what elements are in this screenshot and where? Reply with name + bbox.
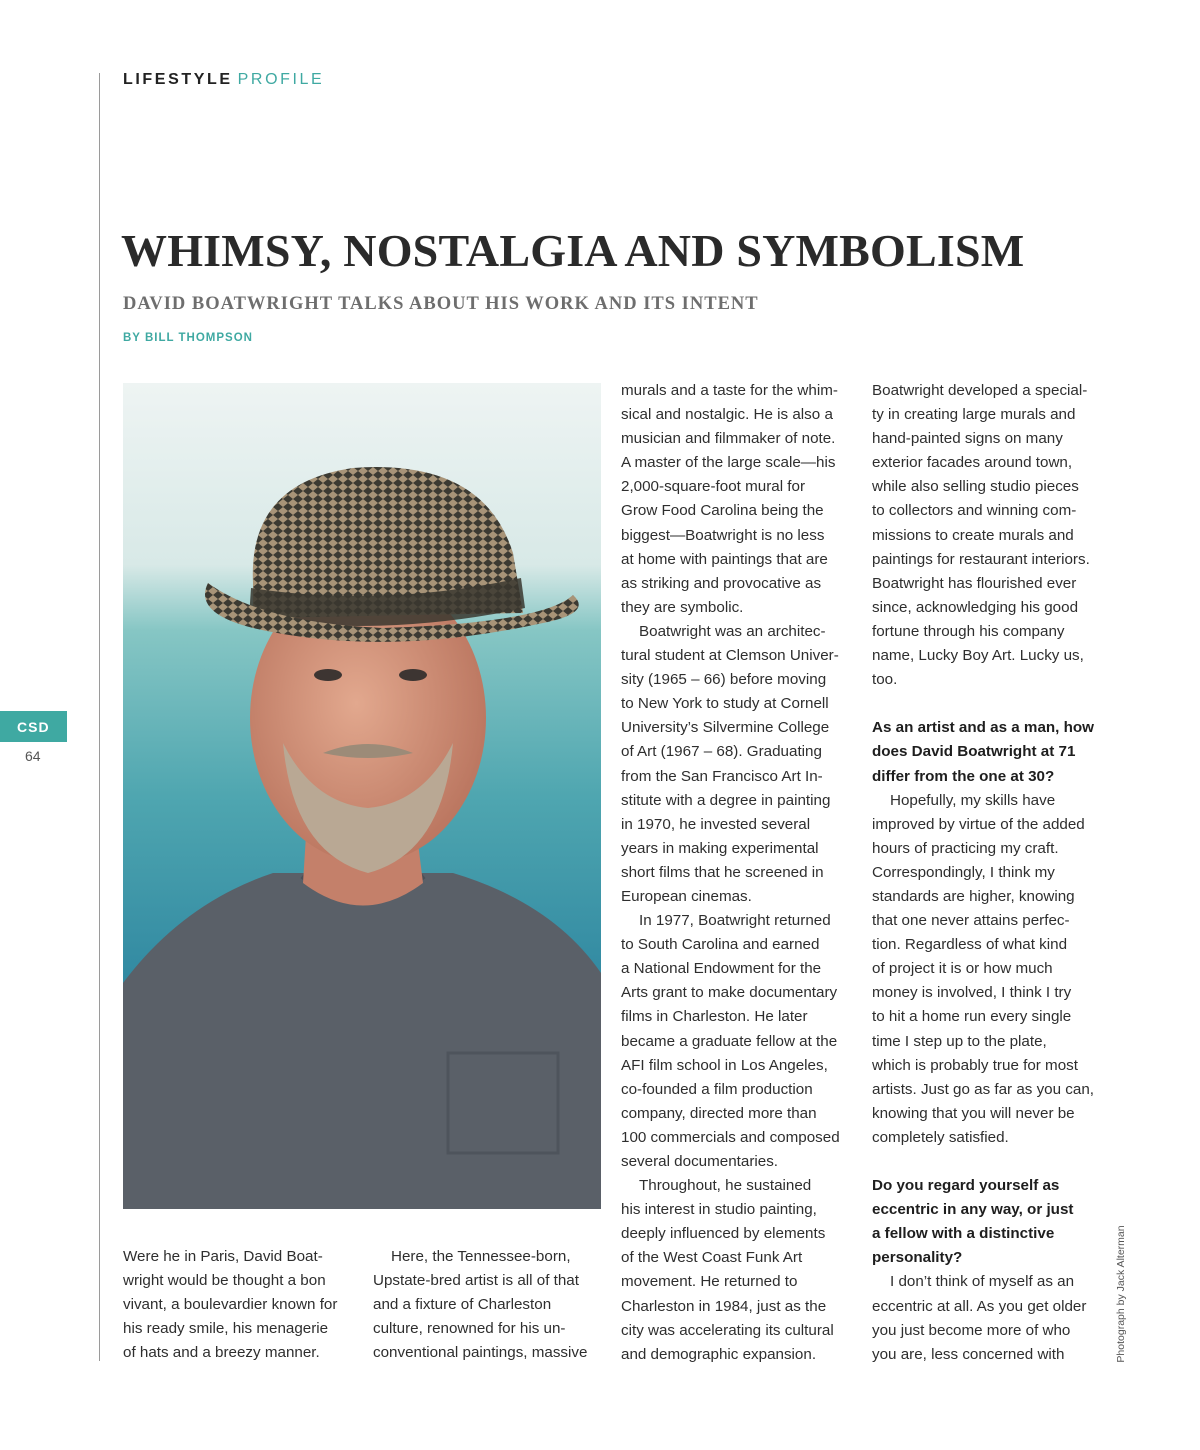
- text-line: several documentaries.: [621, 1153, 779, 1170]
- text-line: sity (1965 – 66) before moving: [621, 671, 827, 689]
- text-line: sical and nostalgic. He is also a: [621, 406, 833, 424]
- text-line: vivant, a boulevardier known for: [123, 1296, 338, 1314]
- text-line: Do you regard yourself as: [872, 1177, 1060, 1195]
- column-1: [123, 1245, 355, 1365]
- text-line: his ready smile, his menagerie: [123, 1320, 329, 1338]
- photo-right-eye: [399, 669, 427, 681]
- text-line: Boatwright was an architec-: [639, 622, 826, 640]
- column-3-paragraph-3: [621, 909, 853, 1174]
- text-line: company, directed more than: [621, 1104, 817, 1122]
- text-line: differ from the one at 30?: [872, 767, 1055, 785]
- text-line: improved by virtue of the added: [872, 815, 1085, 833]
- text-line: University’s Silvermine College: [621, 719, 830, 737]
- text-line: of Art (1967 – 68). Graduating: [621, 743, 822, 761]
- section-label-bold: LIFESTYLE: [123, 71, 233, 88]
- text-line: As an artist and as a man, how: [872, 719, 1094, 737]
- text-line: conventional paintings, massive: [373, 1344, 588, 1362]
- text-line: since, acknowledging his good: [872, 598, 1079, 616]
- text-line: time I step up to the plate,: [872, 1032, 1047, 1050]
- text-line: European cinemas.: [621, 887, 752, 905]
- text-line: stitute with a degree in painting: [621, 791, 831, 809]
- text-line: while also selling studio pieces: [872, 478, 1079, 496]
- text-line: I don’t think of myself as an: [890, 1273, 1075, 1291]
- text-line: short films that he screened in: [621, 863, 824, 881]
- text-line: Boatwright has flourished ever: [872, 574, 1077, 592]
- article-byline: BY BILL THOMPSON: [123, 332, 253, 344]
- text-line: eccentric at all. As you get older: [872, 1297, 1087, 1315]
- text-line: became a graduate fellow at the: [621, 1032, 838, 1050]
- text-line: Arts grant to make documentary: [621, 984, 838, 1002]
- text-line: films in Charleston. He later: [621, 1008, 808, 1026]
- column-4-paragraph-1: [872, 379, 1104, 692]
- text-line: standards are higher, knowing: [872, 887, 1075, 905]
- text-line: they are symbolic.: [621, 598, 744, 616]
- text-line: years in making experimental: [621, 839, 819, 857]
- text-line: 2,000-square-foot mural for: [621, 478, 806, 496]
- text-line: his interest in studio painting,: [621, 1201, 817, 1219]
- text-line: Grow Food Carolina being the: [621, 502, 824, 520]
- text-line: Correspondingly, I think my: [872, 863, 1055, 881]
- text-line: movement. He returned to: [621, 1273, 798, 1291]
- photo-credit: Photograph by Jack Alterman: [1115, 1225, 1127, 1363]
- text-line: at home with paintings that are: [621, 550, 828, 568]
- text-line: that one never attains perfec-: [872, 912, 1070, 930]
- photo-shirt: [123, 873, 601, 1209]
- text-line: Upstate-bred artist is all of that: [373, 1272, 579, 1290]
- text-line: money is involved, I think I try: [872, 984, 1072, 1002]
- text-line: musician and filmmaker of note.: [621, 430, 836, 448]
- text-line: missions to create murals and: [872, 526, 1074, 544]
- photo-left-eye: [314, 669, 342, 681]
- text-line: wright would be thought a bon: [123, 1272, 326, 1290]
- interview-question-2: [872, 1174, 1104, 1270]
- column-3-paragraph-1: [621, 379, 853, 620]
- text-line: from the San Francisco Art In-: [621, 767, 823, 785]
- page-number: 64: [25, 748, 41, 764]
- text-line: to hit a home run every single: [872, 1008, 1072, 1026]
- text-line: knowing that you will never be: [872, 1104, 1075, 1122]
- interview-answer-1: [872, 789, 1104, 1150]
- text-line: ty in creating large murals and: [872, 406, 1076, 424]
- text-line: as striking and provocative as: [621, 574, 822, 592]
- margin-rule: [99, 73, 100, 1361]
- column-4: [872, 379, 1104, 1367]
- text-line: in 1970, he invested several: [621, 815, 811, 833]
- interview-answer-2: [872, 1270, 1104, 1366]
- text-line: culture, renowned for his un-: [373, 1320, 566, 1338]
- section-label: [123, 71, 324, 89]
- text-line: A master of the large scale—his: [621, 454, 836, 472]
- section-label-light: PROFILE: [237, 71, 325, 88]
- text-line: hand-painted signs on many: [872, 430, 1063, 448]
- folio-tab: CSD: [0, 711, 67, 742]
- column-3-paragraph-2: [621, 620, 853, 909]
- text-line: to New York to study at Cornell: [621, 695, 829, 713]
- article-deck: DAVID BOATWRIGHT TALKS ABOUT HIS WORK AND ITS INTENT: [123, 294, 759, 314]
- column-1-paragraph: [123, 1245, 355, 1365]
- text-line: you are, less concerned with: [872, 1345, 1065, 1363]
- text-line: paintings for restaurant interiors.: [872, 550, 1090, 568]
- text-line: Boatwright developed a special-: [872, 382, 1088, 399]
- column-2: [373, 1245, 605, 1365]
- article-headline: WHIMSY, NOSTALGIA AND SYMBOLISM: [121, 225, 1025, 276]
- text-line: city was accelerating its cultural: [621, 1321, 834, 1339]
- text-line: 100 commercials and composed: [621, 1128, 840, 1146]
- text-line: deeply influenced by elements: [621, 1225, 826, 1243]
- text-line: personality?: [872, 1249, 963, 1267]
- portrait-photo: [123, 383, 601, 1209]
- text-line: of hats and a breezy manner.: [123, 1344, 320, 1362]
- text-line: murals and a taste for the whim-: [621, 382, 838, 399]
- text-line: exterior facades around town,: [872, 454, 1073, 472]
- text-line: biggest—Boatwright is no less: [621, 526, 825, 544]
- text-line: eccentric in any way, or just: [872, 1201, 1074, 1219]
- text-line: tion. Regardless of what kind: [872, 936, 1068, 954]
- text-line: and demographic expansion.: [621, 1345, 817, 1363]
- text-line: to South Carolina and earned: [621, 936, 820, 954]
- text-line: too.: [872, 671, 898, 689]
- text-line: you just become more of who: [872, 1321, 1071, 1339]
- text-line: to collectors and winning com-: [872, 502, 1077, 520]
- text-line: co-founded a film production: [621, 1080, 813, 1098]
- text-line: artists. Just go as far as you can,: [872, 1080, 1095, 1098]
- column-3: [621, 379, 853, 1367]
- text-line: tural student at Clemson Univer-: [621, 647, 839, 665]
- column-3-paragraph-4: [621, 1174, 853, 1367]
- text-line: hours of practicing my craft.: [872, 839, 1059, 857]
- column-2-paragraph: [373, 1245, 605, 1365]
- text-line: Hopefully, my skills have: [890, 791, 1056, 809]
- text-line: Were he in Paris, David Boat-: [123, 1248, 323, 1265]
- text-line: name, Lucky Boy Art. Lucky us,: [872, 647, 1084, 665]
- text-line: In 1977, Boatwright returned: [639, 912, 831, 930]
- text-line: a National Endowment for the: [621, 960, 822, 978]
- text-line: which is probably true for most: [872, 1056, 1078, 1074]
- text-line: completely satisfied.: [872, 1128, 1009, 1146]
- text-line: fortune through his company: [872, 622, 1065, 640]
- text-line: Here, the Tennessee-born,: [391, 1248, 571, 1265]
- text-line: Throughout, he sustained: [639, 1177, 812, 1195]
- text-line: and a fixture of Charleston: [373, 1296, 552, 1314]
- text-line: of project it is or how much: [872, 960, 1053, 978]
- interview-question-1: [872, 716, 1104, 788]
- text-line: Charleston in 1984, just as the: [621, 1297, 827, 1315]
- text-line: does David Boatwright at 71: [872, 743, 1076, 761]
- text-line: a fellow with a distinctive: [872, 1225, 1055, 1243]
- text-line: of the West Coast Funk Art: [621, 1249, 803, 1267]
- text-line: AFI film school in Los Angeles,: [621, 1056, 828, 1074]
